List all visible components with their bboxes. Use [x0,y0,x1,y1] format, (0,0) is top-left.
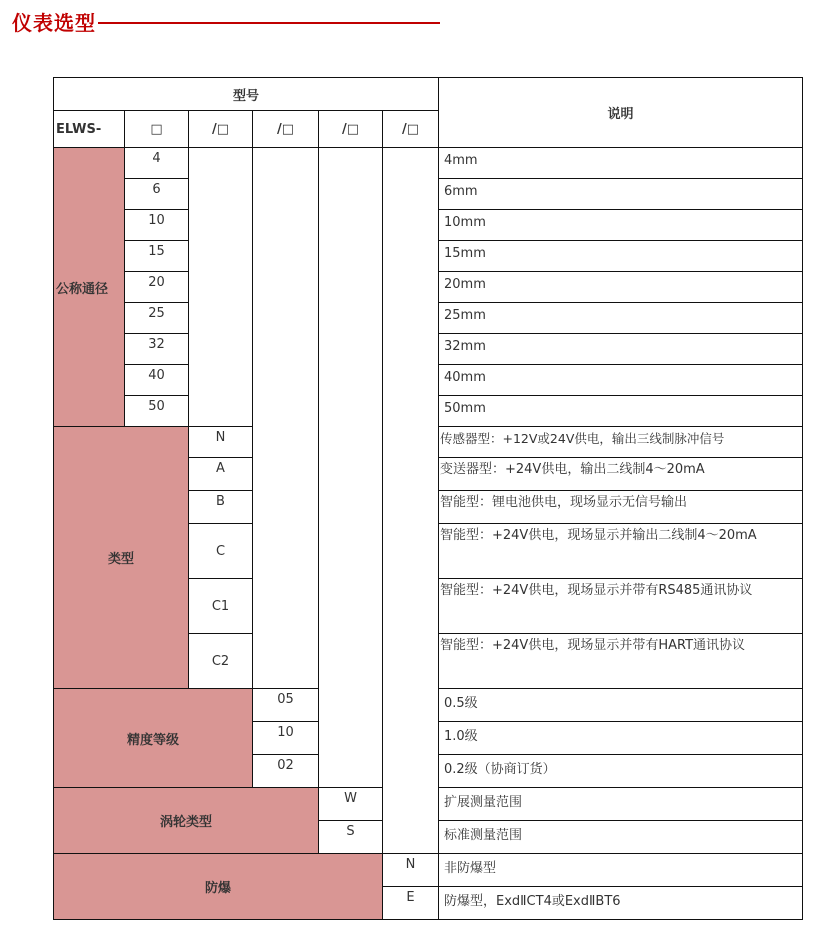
group-explosion-label: 防爆 [54,854,383,920]
explosion-desc: 非防爆型 [439,854,803,887]
section-title: 仪表选型 [12,10,96,35]
section-heading [12,6,440,36]
heading-rule [98,22,440,24]
group-accuracy-label: 精度等级 [54,689,253,788]
bore-code: 4 [125,148,189,179]
type-code: C1 [189,579,253,634]
bore-code: 50 [125,396,189,427]
empty-cell [253,148,319,689]
bore-desc: 4mm [439,148,803,179]
group-turbine-label: 涡轮类型 [54,788,319,854]
turbine-desc: 扩展测量范围 [439,788,803,821]
accuracy-code: 05 [253,689,319,722]
slot-explosion: /□ [383,111,439,148]
empty-cell [189,148,253,427]
accuracy-desc: 0.2级（协商订货） [439,755,803,788]
header-model: 型号 [54,78,439,111]
type-code: C2 [189,634,253,689]
explosion-code: N [383,854,439,887]
accuracy-desc: 1.0级 [439,722,803,755]
bore-code: 10 [125,210,189,241]
accuracy-code: 10 [253,722,319,755]
bore-code: 32 [125,334,189,365]
code-prefix: ELWS- [54,111,125,148]
bore-desc: 50mm [439,396,803,427]
type-desc: 智能型：锂电池供电，现场显示无信号输出 [439,491,803,524]
turbine-desc: 标准测量范围 [439,821,803,854]
accuracy-code: 02 [253,755,319,788]
explosion-code: E [383,887,439,920]
selection-table [53,77,803,920]
turbine-code: W [319,788,383,821]
bore-desc: 15mm [439,241,803,272]
type-desc: 智能型：+24V供电，现场显示并输出二线制4～20mA [439,524,803,579]
type-code: N [189,427,253,458]
slot-turbine: /□ [319,111,383,148]
bore-desc: 20mm [439,272,803,303]
bore-desc: 40mm [439,365,803,396]
type-desc: 传感器型：+12V或24V供电，输出三线制脉冲信号 [439,427,803,458]
bore-desc: 6mm [439,179,803,210]
slot-type: /□ [189,111,253,148]
bore-desc: 25mm [439,303,803,334]
empty-cell [383,148,439,854]
type-desc: 智能型：+24V供电，现场显示并带有RS485通讯协议 [439,579,803,634]
bore-code: 15 [125,241,189,272]
type-desc: 变送器型：+24V供电，输出二线制4～20mA [439,458,803,491]
empty-cell [319,148,383,788]
group-type-label: 类型 [54,427,189,689]
header-desc: 说明 [439,78,803,148]
type-desc: 智能型：+24V供电，现场显示并带有HART通讯协议 [439,634,803,689]
bore-code: 20 [125,272,189,303]
type-code: B [189,491,253,524]
explosion-desc: 防爆型，ExdⅡCT4或ExdⅡBT6 [439,887,803,920]
accuracy-desc: 0.5级 [439,689,803,722]
slot-bore: □ [125,111,189,148]
bore-desc: 10mm [439,210,803,241]
turbine-code: S [319,821,383,854]
type-code: C [189,524,253,579]
bore-code: 6 [125,179,189,210]
type-code: A [189,458,253,491]
slot-accuracy: /□ [253,111,319,148]
group-bore-label: 公称通径 [54,148,125,427]
bore-code: 25 [125,303,189,334]
bore-code: 40 [125,365,189,396]
bore-desc: 32mm [439,334,803,365]
